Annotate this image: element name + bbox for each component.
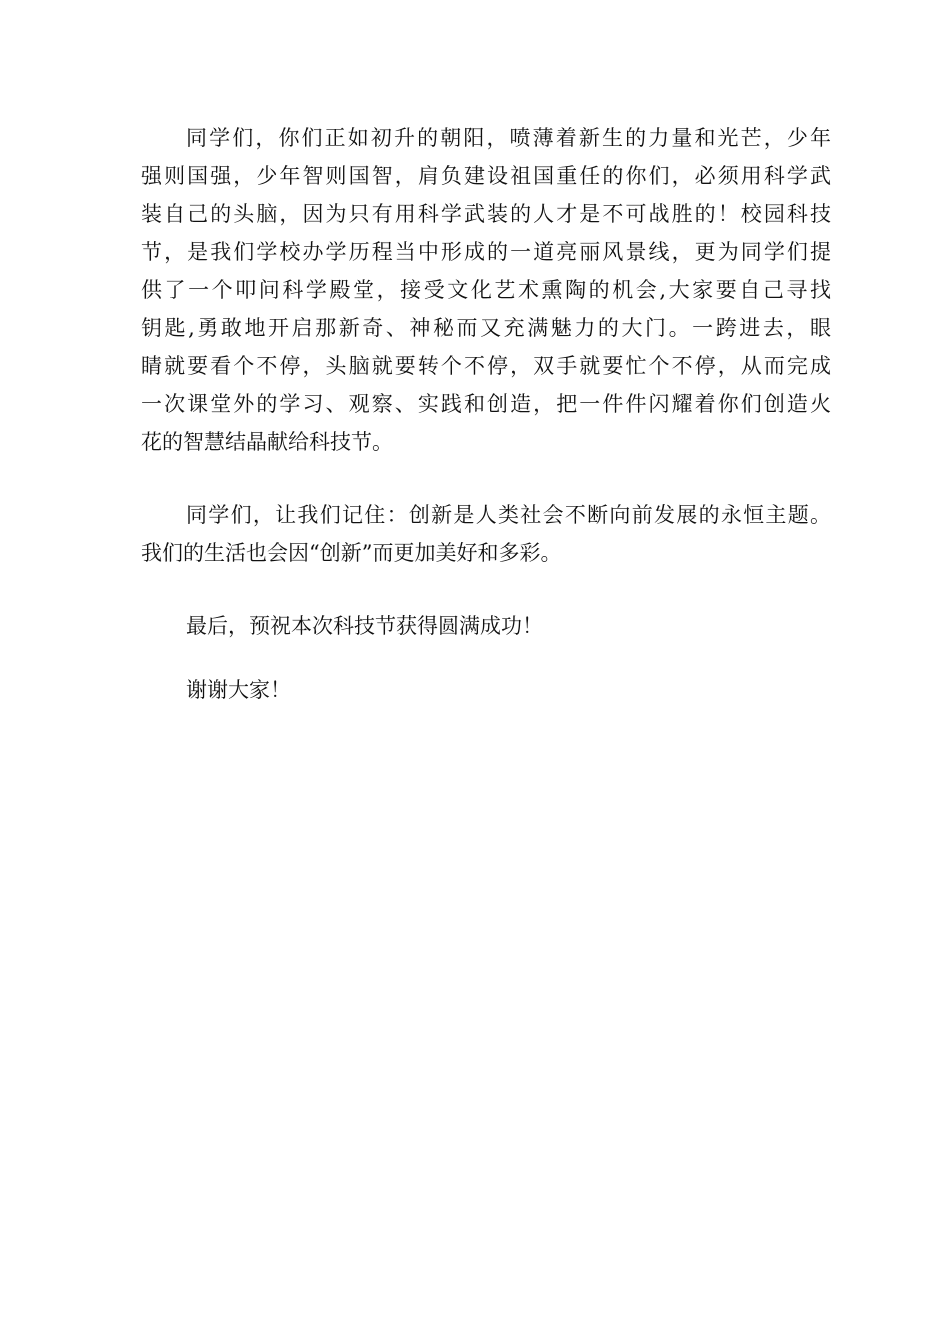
paragraph-line: 我们的生活也会因“创新”而更加美好和多彩。 <box>141 541 562 565</box>
closing-wish: 最后，预祝本次科技节获得圆满成功！ <box>186 614 543 638</box>
paragraph-line: 睛就要看个不停，头脑就要转个不停，双手就要忙个不停，从而完成 <box>141 354 831 378</box>
closing-thanks: 谢谢大家！ <box>186 678 291 702</box>
paragraph-4 <box>141 671 831 709</box>
paragraph-line: 钥匙,勇敢地开启那新奇、神秘而又充满魅力的大门。一跨进去，眼 <box>141 316 831 340</box>
paragraph-line: 节，是我们学校办学历程当中形成的一道亮丽风景线，更为同学们提 <box>141 240 831 264</box>
paragraph-line: 装自己的头脑，因为只有用科学武装的人才是不可战胜的！校园科技 <box>141 202 831 226</box>
paragraph-2 <box>141 496 831 572</box>
paragraph-line: 强则国强，少年智则国智，肩负建设祖国重任的你们，必须用科学武 <box>141 164 831 188</box>
paragraph-line: 同学们，让我们记住：创新是人类社会不断向前发展的永恒主题。 <box>186 503 831 527</box>
paragraph-line: 一次课堂外的学习、观察、实践和创造，把一件件闪耀着你们创造火 <box>141 392 831 416</box>
document-body <box>141 119 831 709</box>
paragraph-line: 供了一个叩问科学殿堂，接受文化艺术熏陶的机会,大家要自己寻找 <box>141 278 831 302</box>
paragraph-1 <box>141 119 831 461</box>
paragraph-line: 花的智慧结晶献给科技节。 <box>141 430 393 454</box>
paragraph-line: 同学们，你们正如初升的朝阳，喷薄着新生的力量和光芒，少年 <box>186 126 831 150</box>
paragraph-3 <box>141 607 831 645</box>
